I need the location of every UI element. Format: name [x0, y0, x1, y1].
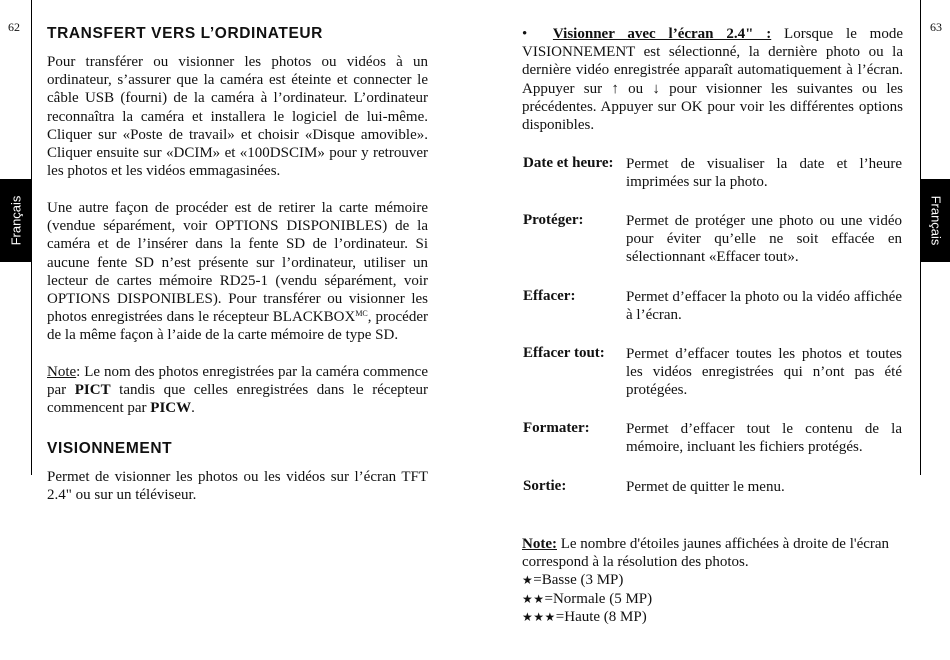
option-label-delete: Effacer: — [523, 288, 576, 304]
screen-viewing-paragraph — [522, 25, 903, 134]
note-label: Note: — [522, 536, 557, 552]
section-heading-transfer: TRANSFERT VERS L’ORDINATEUR — [47, 25, 323, 42]
resolution-note — [522, 535, 907, 571]
viewing-paragraph: Permet de visionner les photos ou les vidéos sur l’écran TFT 2.4" ou sur un téléviseur. — [47, 469, 428, 504]
rating-line-normal — [522, 591, 652, 608]
star-icon: ★★★ — [522, 610, 556, 624]
prefix-pict: PICT — [74, 382, 111, 399]
note-label: Note — [47, 364, 77, 380]
note-text: Le nombre d'étoiles jaunes affichées à droite de l'écran correspond à la résolution des photos. — [522, 536, 890, 571]
right-page — [475, 0, 950, 660]
language-tab — [0, 179, 31, 262]
rating-text: =Normale (5 MP) — [544, 591, 653, 607]
bullet: • — [522, 26, 528, 42]
note-text: : Le nom des photos enregistrées par la caméra commence par — [47, 364, 428, 399]
option-label-format: Formater: — [523, 420, 590, 436]
margin-rule — [31, 0, 32, 475]
language-tab — [920, 179, 950, 262]
note-text: . — [191, 400, 195, 417]
rating-line-high — [522, 609, 647, 626]
note-paragraph — [47, 363, 428, 418]
option-label-protect: Protéger: — [523, 212, 584, 228]
screen-viewing-label: Visionner avec l’écran 2.4" : — [552, 26, 772, 42]
prefix-picw: PICW — [150, 400, 192, 417]
trademark-superscript: MC — [355, 309, 368, 319]
rating-line-low — [522, 572, 623, 589]
page-number: 62 — [8, 20, 20, 34]
option-desc-delete: Permet d’effacer la photo ou la vidéo affichée à l’écran. — [626, 289, 902, 324]
option-desc-format: Permet d’effacer tout le contenu de la mémoire, incluant les fichiers protégés. — [626, 421, 902, 456]
note-text: tandis que celles enregistrées dans le récepteur commencent par — [47, 382, 428, 417]
screen-viewing-text: Lorsque le mode VISIONNEMENT est sélectionné, la dernière photo ou la dernière vidéo enregistrée apparaît automatiquement à l’écran. Appuyer sur ↑ ou ↓ pour visionner les suivantes ou les précédentes. Appuyer sur OK pour voir les différentes options disponibles. — [522, 26, 903, 134]
option-desc-delete-all: Permet d’effacer toutes les photos et toutes les vidéos enregistrées qui n’ont pas été protégées. — [626, 346, 902, 399]
rating-text: =Basse (3 MP) — [533, 572, 624, 588]
rating-text: =Haute (8 MP) — [555, 609, 647, 625]
star-icon: ★ — [522, 573, 534, 587]
memory-card-paragraph — [47, 199, 428, 345]
option-label-delete-all: Effacer tout: — [523, 345, 605, 361]
memory-card-text-tail: , procéder de la même façon à l’aide de la carte mémoire de type SD. — [47, 309, 428, 344]
option-desc-protect: Permet de protéger une photo ou une vidéo pour éviter qu’elle ne soit effacée en sélectionnant «Effacer tout». — [626, 213, 902, 266]
language-tab-label: Français — [8, 195, 24, 246]
star-icon: ★★ — [522, 592, 545, 606]
option-desc-date: Permet de visualiser la date et l’heure imprimées sur la photo. — [626, 156, 902, 191]
language-tab-label: Français — [928, 195, 944, 246]
option-label-date: Date et heure: — [523, 155, 614, 171]
page-number: 63 — [930, 20, 942, 34]
option-desc-exit: Permet de quitter le menu. — [626, 479, 785, 495]
section-heading-viewing: VISIONNEMENT — [47, 440, 173, 457]
memory-card-text: Une autre façon de procéder est de retirer la carte mémoire (vendue séparément, voir OPTIONS DISPONIBLES) de la caméra et de l’insérer dans la fente SD de l’ordinateur. Si aucune fente SD n’est présente sur l’ordinateur, utiliser un lecteur de cartes mémoire RD25-1 (vendu séparément, voir OPTIONS DISPONIBLES). Pour transférer ou visionner les photos enregistrées dans le récepteur BLACKBOX — [47, 200, 428, 326]
transfer-paragraph: Pour transférer ou visionner les photos ou vidéos à un ordinateur, s’assurer que la caméra est éteinte et connecter le câble USB (fourni) de la caméra à l’ordinateur. L’ordinateur reconnaîtra la caméra et installera le logiciel de lui-même. Cliquer sur «Poste de travail» et choisir «Disque amovible». Cliquer ensuite sur «DCIM» et «100DSCIM» pour y retrouver les photos et les vidéos emmagasinées. — [47, 54, 428, 180]
option-label-exit: Sortie: — [523, 478, 567, 494]
